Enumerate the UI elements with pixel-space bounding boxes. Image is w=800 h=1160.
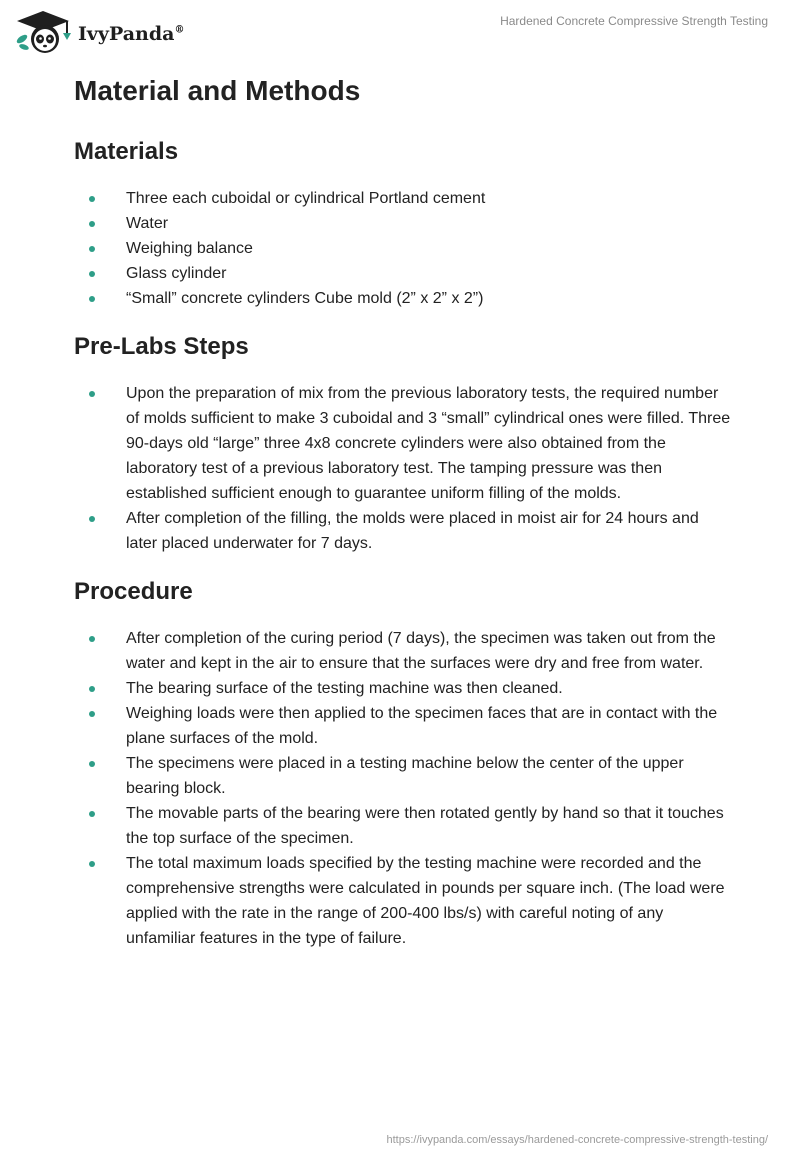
section-heading-procedure: Procedure [74, 578, 193, 605]
list-item: Water [74, 211, 734, 236]
bullet-icon [89, 636, 95, 642]
pre-labs-steps-list [74, 381, 734, 556]
bullet-icon [89, 861, 95, 867]
list-item: The movable parts of the bearing were then rotated gently by hand so that it touches the top surface of the specimen. [74, 801, 734, 851]
list-item: Weighing loads were then applied to the specimen faces that are in contact with the plane surfaces of the mold. [74, 701, 734, 751]
bullet-icon [89, 246, 95, 252]
ivypanda-logo[interactable] [14, 9, 184, 55]
bullet-icon [89, 221, 95, 227]
bullet-icon [89, 271, 95, 277]
materials-list [74, 186, 734, 311]
panda-icon [14, 9, 72, 55]
bullet-icon [89, 516, 95, 522]
document-title: Hardened Concrete Compressive Strength Testing [500, 14, 768, 28]
bullet-icon [89, 811, 95, 817]
bullet-icon [89, 761, 95, 767]
source-url[interactable]: https://ivypanda.com/essays/hardened-concrete-compressive-strength-testing/ [386, 1134, 768, 1146]
list-item: Upon the preparation of mix from the previous laboratory tests, the required number of molds sufficient to make 3 cuboidal and 3 “small” cylindrical ones were filled. Three 90-days old “large” three 4x8 concrete cylinders were also obtained from the laboratory test of a previous laboratory test. The tamping pressure was then established sufficient enough to guarantee uniform filling of the molds. [74, 381, 734, 506]
essay-content [74, 72, 734, 971]
bullet-icon [89, 196, 95, 202]
list-item: After completion of the filling, the molds were placed in moist air for 24 hours and later placed underwater for 7 days. [74, 506, 734, 556]
list-item: The bearing surface of the testing machine was then cleaned. [74, 676, 734, 701]
procedure-list [74, 626, 734, 951]
page-title: Material and Methods [74, 75, 361, 106]
list-item: “Small” concrete cylinders Cube mold (2” x 2” x 2”) [74, 286, 734, 311]
list-item: The total maximum loads specified by the testing machine were recorded and the comprehensive strengths were calculated in pounds per square inch. (The load were applied with the rate in the range of 200-400 lbs/s) with careful noting of any unfamiliar features in the type of failure. [74, 851, 734, 951]
bullet-icon [89, 711, 95, 717]
list-item: Weighing balance [74, 236, 734, 261]
list-item: The specimens were placed in a testing machine below the center of the upper bearing block. [74, 751, 734, 801]
logo-text: IvyPanda® [78, 23, 185, 45]
section-heading-pre-labs-steps: Pre-Labs Steps [74, 333, 249, 360]
bullet-icon [89, 296, 95, 302]
page-header [0, 0, 800, 60]
list-item: Glass cylinder [74, 261, 734, 286]
list-item: Three each cuboidal or cylindrical Portland cement [74, 186, 734, 211]
list-item: After completion of the curing period (7 days), the specimen was taken out from the water and kept in the air to ensure that the surfaces were dry and free from water. [74, 626, 734, 676]
bullet-icon [89, 391, 95, 397]
section-heading-materials: Materials [74, 138, 179, 165]
bullet-icon [89, 686, 95, 692]
